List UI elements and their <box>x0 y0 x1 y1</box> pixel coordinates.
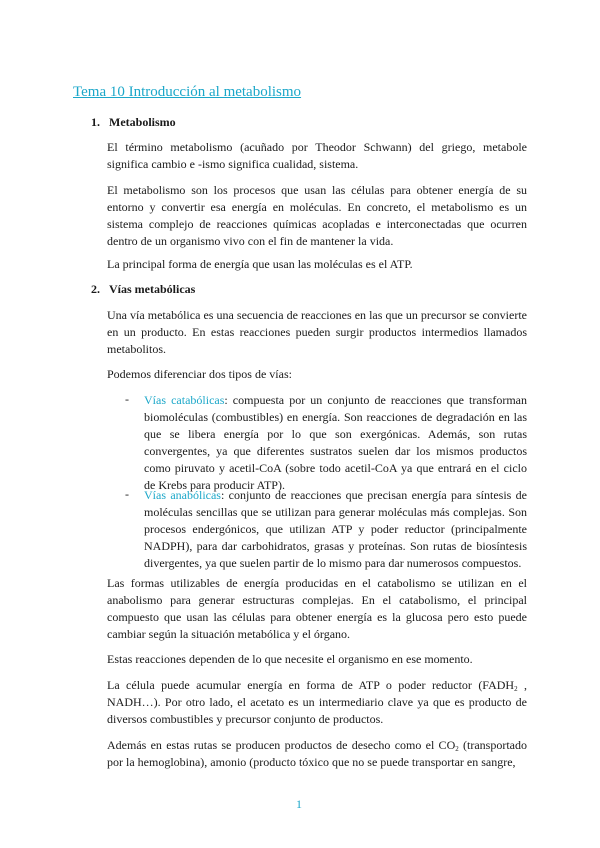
bullet-marker: - <box>125 392 129 406</box>
term-anabolicas: Vías anabólicas <box>144 488 221 502</box>
text: (transportado por la hemoglobina), amonio (producto tóxico que no se puede transportar en sangre, <box>107 738 527 769</box>
paragraph: El término metabolismo (acuñado por Theodor Schwann) del griego, metabole significa cambio e -ismo significa cualidad, sistema. <box>107 140 527 171</box>
paragraph: La principal forma de energía que usan las moléculas es el ATP. <box>107 257 413 271</box>
section-heading-metabolismo <box>91 115 176 130</box>
text: La célula puede acumular energía en forma de ATP o poder reductor (FADH <box>107 678 515 692</box>
paragraph: Estas reacciones dependen de lo que necesite el organismo en ese momento. <box>107 652 473 666</box>
text: , NADH…). Por otro lado, el acetato es un intermediario clave ya que es producto de diversos combustibles y precursor conjunto de productos. <box>107 678 527 726</box>
paragraph-fadh <box>107 677 527 728</box>
paragraph-co2 <box>107 737 527 771</box>
list-item-text: : conjunto de reacciones que precisan energía para síntesis de moléculas sencillas que se utilizan para generar moléculas más complejas. Son procesos endergónicos, que utilizan ATP y poder reductor (principalmente NADPH), para dar carbohidratos, grasas y proteínas. Son rutas de biosíntesis divergentes, ya que suelen partir de lo mismo para dar numerosos compuestos. <box>144 488 528 570</box>
paragraph: Podemos diferenciar dos tipos de vías: <box>107 367 292 381</box>
document-title: Tema 10 Introducción al metabolismo <box>73 84 302 100</box>
list-item-text: : compuesta por un conjunto de reacciones que transforman biomoléculas (combustibles) en energía. Son reacciones de degradación en las que se libera energía por lo que son exergónicas. Además, son rutas convergentes, ya que diferentes sustratos suelen dar los mismos productos como piruvato y acetil-CoA (sobre todo acetil-CoA ya que entrará en el ciclo de Krebs para producir ATP). <box>144 393 527 492</box>
list-item-catabolicas <box>144 392 527 494</box>
section-number: 1. <box>91 115 100 129</box>
subscript: 2 <box>514 685 518 693</box>
list-item-anabolicas <box>144 487 527 572</box>
section-title: Metabolismo <box>109 115 176 129</box>
subscript: 2 <box>455 745 459 753</box>
page-number: 1 <box>296 797 302 811</box>
term-catabolicas: Vías catabólicas <box>144 393 225 407</box>
paragraph: El metabolismo son los procesos que usan las células para obtener energía de su entorno y convertir esa energía en moléculas. En concreto, el metabolismo es un sistema complejo de reacciones químicas acopladas e interconectadas que ocurren dentro de un organismo vivo con el fin de mantener la vida. <box>107 183 527 248</box>
paragraph: Una vía metabólica es una secuencia de reacciones en las que un precursor se convierte en un producto. En estas reacciones pueden surgir productos intermedios llamados metabolitos. <box>107 308 527 356</box>
paragraph: Las formas utilizables de energía producidas en el catabolismo se utilizan en el anabolismo para generar estructuras complejas. En el catabolismo, el principal compuesto que usan las células para obtener energía es la glucosa pero esto puede cambiar según la situación metabólica y el órgano. <box>107 576 527 641</box>
bullet-marker: - <box>125 487 129 501</box>
section-number: 2. <box>91 282 100 296</box>
section-heading-vias <box>91 282 195 297</box>
text: Además en estas rutas se producen productos de desecho como el CO <box>107 738 456 752</box>
section-title: Vías metabólicas <box>109 282 196 296</box>
